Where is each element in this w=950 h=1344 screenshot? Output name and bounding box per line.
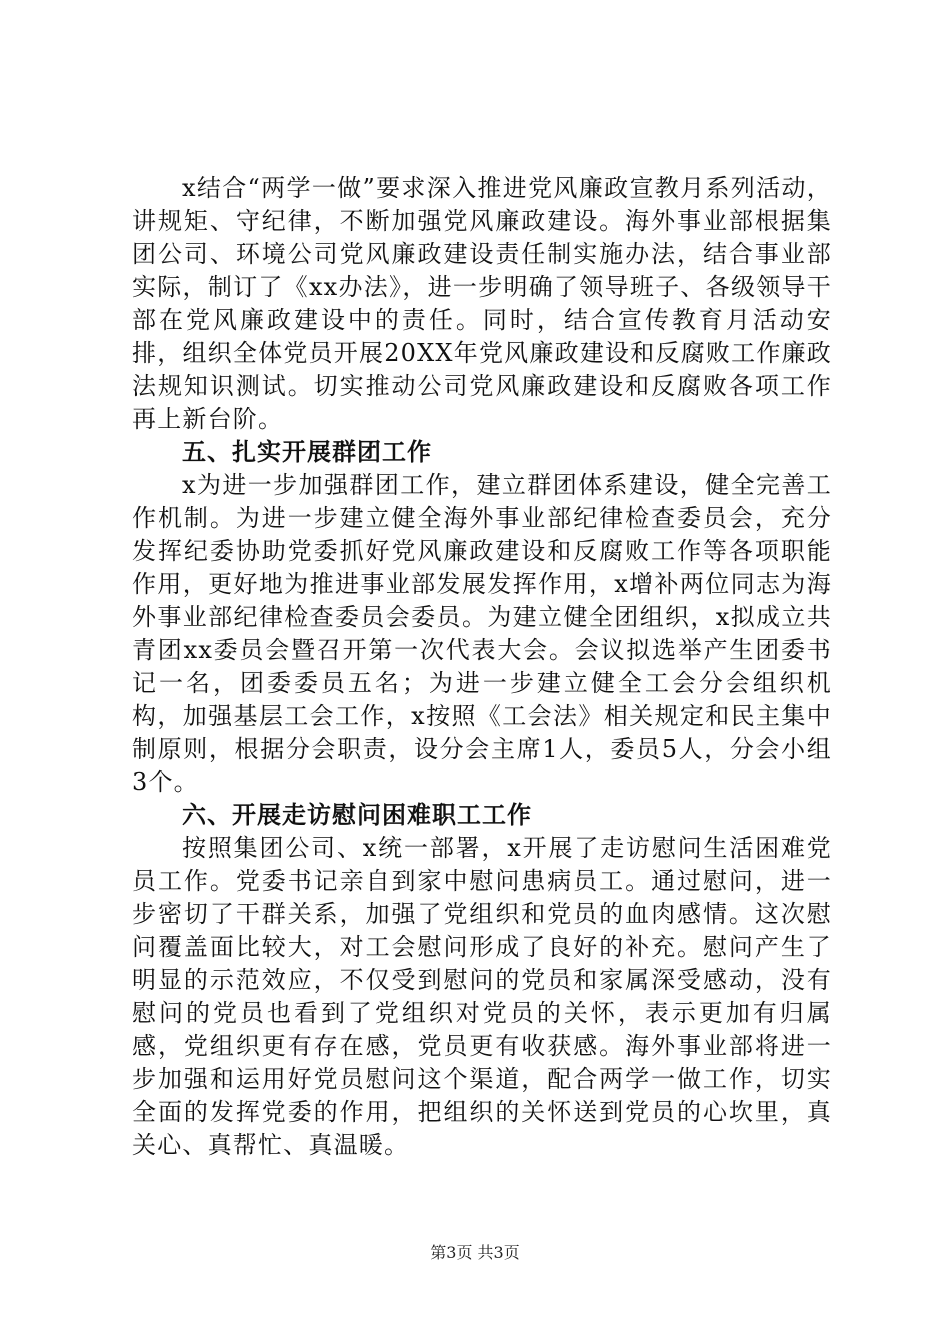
section-heading-visiting-workers: 六、开展走访慰问困难职工工作 xyxy=(182,801,532,829)
page-footer: 第3页 共3页 xyxy=(430,1243,520,1262)
paragraph-mass-organizations: x为进一步加强群团工作，建立群团体系建设，健全完善工作机制。为进一步建立健全海外事业部纪律检查委员会，充分发挥纪委协助党委抓好党风廉政建设和反腐败工作等各项职能作用，更好地为推进事业部发展发挥作用，x增补两位同志为海外事业部纪律检查委员会委员。为建立健全团组织，x拟成立共青团xx委员会暨召开第一次代表大会。会议拟选举产生团委书记一名，团委委员五名；为进一步建立健全工会分会组织机构，加强基层工会工作，x按照《工会法》相关规定和民主集中制原则，根据分会职责，设分会主席1人，委员5人，分会小组3个。 xyxy=(132,471,832,796)
section-heading-mass-organizations: 五、扎实开展群团工作 xyxy=(182,438,432,466)
paragraph-party-conduct: x结合“两学一做”要求深入推进党风廉政宣教月系列活动，讲规矩、守纪律，不断加强党风廉政建设。海外事业部根据集团公司、环境公司党风廉政建设责任制实施办法，结合事业部实际，制订了《xx办法》，进一步明确了领导班子、各级领导干部在党风廉政建设中的责任。同时，结合宣传教育月活动安排，组织全体党员开展20XX年党风廉政建设和反腐败工作廉政法规知识测试。切实推动公司党风廉政建设和反腐败各项工作再上新台阶。 xyxy=(132,174,832,433)
document-body xyxy=(132,172,832,1162)
paragraph-visiting-workers: 按照集团公司、x统一部署，x开展了走访慰问生活困难党员工作。党委书记亲自到家中慰问患病员工。通过慰问，进一步密切了干群关系，加强了党组织和党员的血肉感情。这次慰问覆盖面比较大，对工会慰问形成了良好的补充。慰问产生了明显的示范效应，不仅受到慰问的党员和家属深受感动，没有慰问的党员也看到了党组织对党员的关怀，表示更加有归属感，党组织更有存在感，党员更有收获感。海外事业部将进一步加强和运用好党员慰问这个渠道，配合两学一做工作，切实全面的发挥党委的作用，把组织的关怀送到党员的心坎里，真关心、真帮忙、真温暖。 xyxy=(132,834,832,1159)
